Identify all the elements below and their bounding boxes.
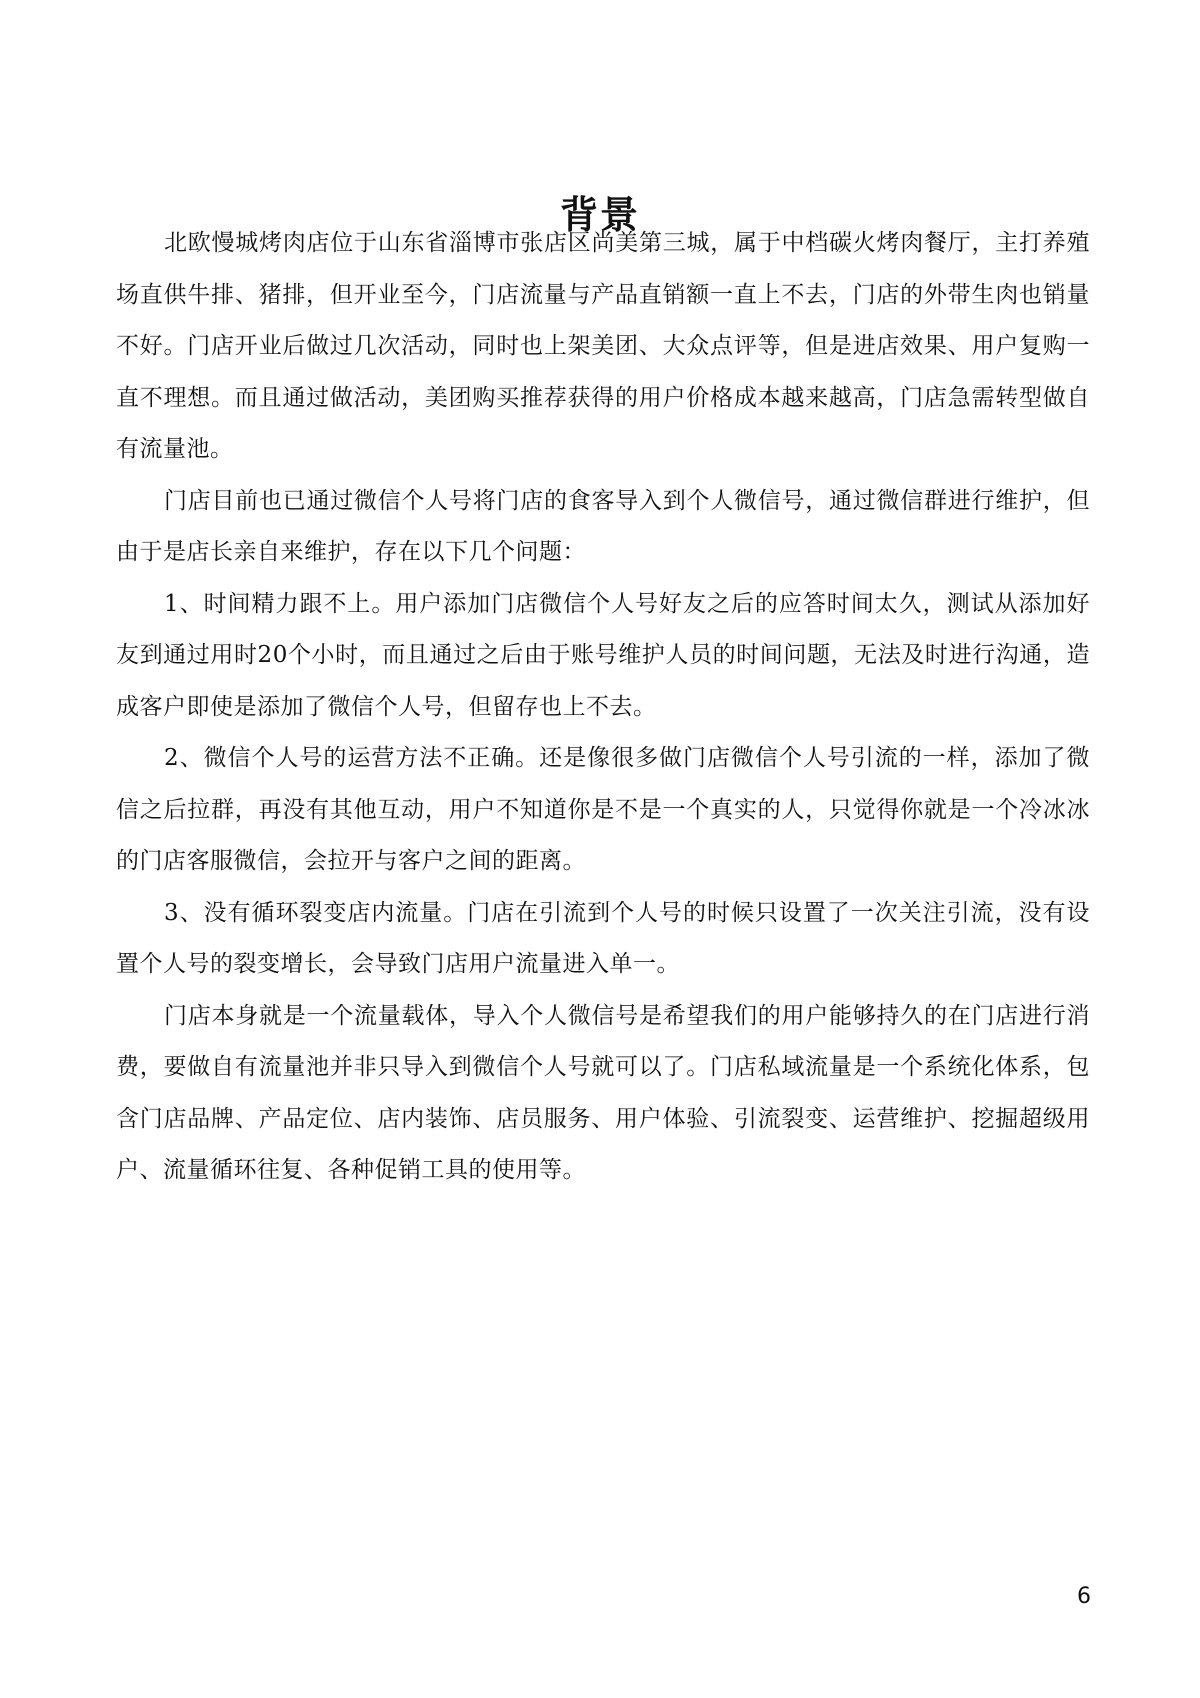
paragraph-background-intro: 北欧慢城烤肉店位于山东省淄博市张店区尚美第三城，属于中档碳火烤肉餐厅，主打养殖场直供牛排、猪排，但开业至今，门店流量与产品直销额一直上不去，门店的外带生肉也销量不好。门店开业后做过几次活动，同时也上架美团、大众点评等，但是进店效果、用户复购一直不理想。而且通过做活动，美团购买推荐获得的用户价格成本越来越高，门店急需转型做自有流量池。 xyxy=(116,230,1090,462)
paragraph-problem-intro: 门店目前也已通过微信个人号将门店的食客导入到个人微信号，通过微信群进行维护，但由于是店长亲自来维护，存在以下几个问题： xyxy=(116,487,1090,565)
page-title: 背景 xyxy=(559,193,640,238)
paragraph-problem-1: 1、时间精力跟不上。用户添加门店微信个人号好友之后的应答时间太久，测试从添加好友到通过用时20个小时，而且通过之后由于账号维护人员的时间问题，无法及时进行沟通，造成客户即使是添加了微信个人号，但留存也上不去。 xyxy=(116,590,1090,720)
paragraph-problem-3: 3、没有循环裂变店内流量。门店在引流到个人号的时候只设置了一次关注引流，没有设置个人号的裂变增长，会导致门店用户流量进入单一。 xyxy=(116,899,1090,977)
paragraph-conclusion: 门店本身就是一个流量载体，导入个人微信号是希望我们的用户能够持久的在门店进行消费，要做自有流量池并非只导入到微信个人号就可以了。门店私域流量是一个系统化体系，包含门店品牌、产品定位、店内装饰、店员服务、用户体验、引流裂变、运营维护、挖掘超级用户、流量循环往复、各种促销工具的使用等。 xyxy=(116,1002,1090,1183)
paragraph-problem-2: 2、微信个人号的运营方法不正确。还是像很多做门店微信个人号引流的一样，添加了微信之后拉群，再没有其他互动，用户不知道你是不是一个真实的人，只觉得你就是一个冷冰冰的门店客服微信，会拉开与客户之间的距离。 xyxy=(116,745,1090,874)
page-number: 6 xyxy=(1077,1584,1091,1609)
body-text xyxy=(116,218,1090,1197)
